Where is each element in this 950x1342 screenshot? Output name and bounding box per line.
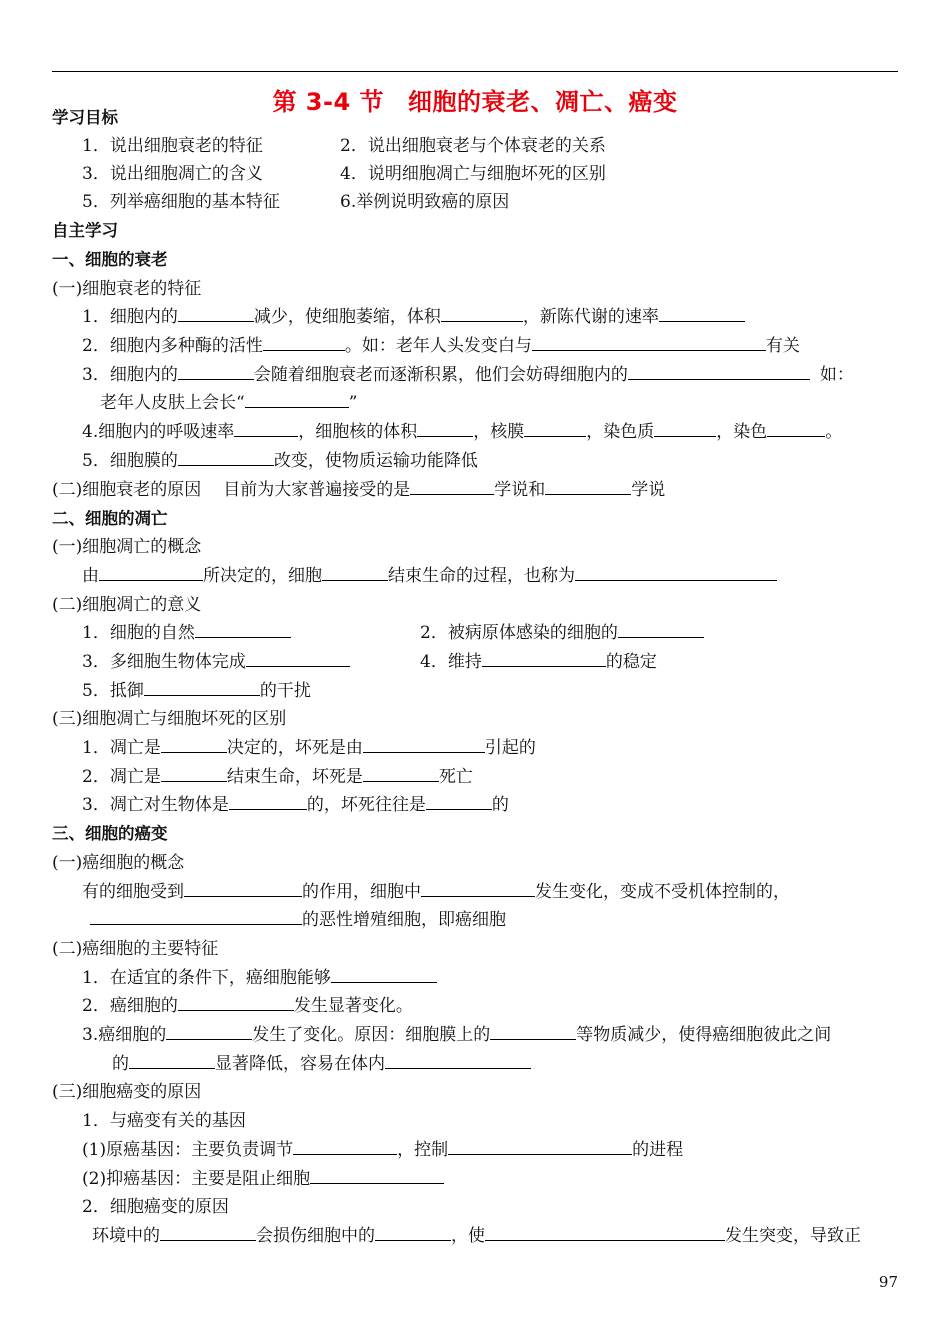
answer-blank[interactable]: [545, 480, 631, 495]
answer-blank[interactable]: [524, 422, 586, 437]
fill-in-item: 2．凋亡是 结束生命，坏死是 死亡: [82, 767, 473, 787]
fill-in-item: 3．凋亡对生物体是 的，坏死往往是 的: [82, 795, 509, 815]
fill-in-item: 由 所决定的，细胞 结束生命的过程，也称为: [82, 564, 777, 588]
subsection-heading: (一)细胞衰老的特征: [52, 279, 202, 299]
answer-blank[interactable]: [161, 738, 227, 753]
fill-in-item: 2．细胞内多种酶的活性 。如：老年人头发变白与 有关: [82, 336, 800, 356]
top-rule: [52, 71, 898, 72]
answer-blank[interactable]: [575, 566, 777, 581]
goal-2: 2．说出细胞衰老与个体衰老的关系: [340, 136, 606, 156]
answer-blank[interactable]: [234, 422, 298, 437]
subsection-heading: (三)细胞癌变的原因: [52, 1082, 202, 1102]
fill-in-item: (2)抑癌基因：主要是阻止细胞: [82, 1167, 444, 1191]
fill-in-item: 老年人皮肤上会长“ ”: [100, 393, 358, 413]
fill-in-item: 1．凋亡是 决定的，坏死是由 引起的: [82, 738, 536, 758]
fill-in-item: 2．癌细胞的 发生显著变化。: [82, 996, 413, 1016]
answer-blank[interactable]: [410, 480, 494, 495]
subsection-heading: (二)细胞凋亡的意义: [52, 595, 202, 615]
fill-in-item: 5．细胞膜的 改变，使物质运输功能降低: [82, 451, 478, 471]
answer-blank[interactable]: [628, 365, 810, 380]
fill-in-item: 的 显著降低，容易在体内: [112, 1052, 531, 1076]
answer-blank[interactable]: [490, 1025, 576, 1040]
answer-blank[interactable]: [421, 882, 535, 897]
answer-blank[interactable]: [485, 1226, 725, 1241]
fill-in-item: 1．细胞的自然: [82, 621, 291, 645]
answer-blank[interactable]: [144, 681, 260, 696]
goal-6: 6.举例说明致癌的原因: [340, 192, 510, 212]
fill-in-item: 5．抵御 的干扰: [82, 681, 311, 701]
answer-blank[interactable]: [654, 422, 716, 437]
answer-blank[interactable]: [178, 451, 274, 466]
answer-blank[interactable]: [363, 738, 485, 753]
section-1-heading: 一、细胞的衰老: [52, 250, 168, 269]
title-topic: 细胞的衰老、凋亡、癌变: [408, 88, 678, 116]
fill-in-item: 3．细胞内的 会随着细胞衰老而逐渐积累，他们会妨碍细胞内的 如：: [82, 365, 854, 385]
answer-blank[interactable]: [229, 795, 307, 810]
fill-in-item: 环境中的 会损伤细胞中的 ，使 发生突变，导致正: [92, 1226, 861, 1246]
answer-blank[interactable]: [160, 1226, 256, 1241]
answer-blank[interactable]: [245, 393, 349, 408]
answer-blank[interactable]: [532, 336, 766, 351]
answer-blank[interactable]: [178, 307, 254, 322]
section-3-heading: 三、细胞的癌变: [52, 824, 168, 843]
answer-blank[interactable]: [331, 968, 437, 983]
answer-blank[interactable]: [659, 307, 745, 322]
answer-blank[interactable]: [178, 996, 294, 1011]
answer-blank[interactable]: [363, 767, 439, 782]
answer-blank[interactable]: [99, 566, 203, 581]
subsection-heading: (二)癌细胞的主要特征: [52, 939, 219, 959]
answer-blank[interactable]: [90, 910, 302, 925]
section-2-heading: 二、细胞的凋亡: [52, 509, 168, 528]
list-item: 2．细胞癌变的原因: [82, 1197, 229, 1217]
answer-blank[interactable]: [263, 336, 345, 351]
learning-goals-heading: 学习目标: [52, 108, 118, 127]
answer-blank[interactable]: [417, 422, 473, 437]
goal-1: 1．说出细胞衰老的特征: [82, 136, 263, 156]
fill-in-item: 4．维持 的稳定: [420, 652, 657, 672]
answer-blank[interactable]: [129, 1054, 215, 1069]
fill-in-item: 的恶性增殖细胞，即癌细胞: [90, 908, 506, 932]
goal-3: 3．说出细胞凋亡的含义: [82, 164, 263, 184]
fill-in-item: (二)细胞衰老的原因 目前为大家普遍接受的是 学说和 学说: [52, 480, 666, 500]
answer-blank[interactable]: [166, 1025, 252, 1040]
self-study-heading: 自主学习: [52, 221, 118, 240]
fill-in-item: 1．细胞内的 减少，使细胞萎缩，体积 ，新陈代谢的速率: [82, 305, 745, 329]
page-number: 97: [878, 1273, 898, 1291]
list-item: 1．与癌变有关的基因: [82, 1111, 246, 1131]
answer-blank[interactable]: [322, 566, 388, 581]
answer-blank[interactable]: [375, 1226, 451, 1241]
answer-blank[interactable]: [482, 652, 606, 667]
answer-blank[interactable]: [441, 307, 523, 322]
answer-blank[interactable]: [385, 1054, 531, 1069]
answer-blank[interactable]: [178, 365, 254, 380]
answer-blank[interactable]: [184, 882, 302, 897]
title-section-number: 第 3-4 节: [272, 88, 385, 116]
fill-in-item: 2．被病原体感染的细胞的: [420, 621, 704, 645]
fill-in-item: 1．在适宜的条件下，癌细胞能够: [82, 966, 437, 990]
goal-4: 4．说明细胞凋亡与细胞坏死的区别: [340, 164, 606, 184]
subsection-heading: (一)细胞凋亡的概念: [52, 537, 202, 557]
answer-blank[interactable]: [618, 623, 704, 638]
fill-in-item: 3.癌细胞的 发生了变化。原因：细胞膜上的 等物质减少，使得癌细胞彼此之间: [82, 1025, 832, 1045]
answer-blank[interactable]: [161, 767, 227, 782]
fill-in-item: 4.细胞内的呼吸速率 ，细胞核的体积 ，核膜 ，染色质 ，染色 。: [82, 422, 843, 442]
subsection-heading: (三)细胞凋亡与细胞坏死的区别: [52, 709, 287, 729]
page-title: [0, 82, 950, 117]
fill-in-item: 有的细胞受到 的作用，细胞中 发生变化，变成不受机体控制的，: [82, 882, 790, 902]
answer-blank[interactable]: [426, 795, 492, 810]
goal-5: 5．列举癌细胞的基本特征: [82, 192, 280, 212]
answer-blank[interactable]: [767, 422, 825, 437]
answer-blank[interactable]: [448, 1140, 632, 1155]
fill-in-item: (1)原癌基因：主要负责调节 ，控制 的进程: [82, 1140, 684, 1160]
fill-in-item: 3．多细胞生物体完成: [82, 650, 350, 674]
subsection-heading: (一)癌细胞的概念: [52, 853, 185, 873]
answer-blank[interactable]: [246, 652, 350, 667]
answer-blank[interactable]: [195, 623, 291, 638]
answer-blank[interactable]: [293, 1140, 397, 1155]
answer-blank[interactable]: [310, 1169, 444, 1184]
